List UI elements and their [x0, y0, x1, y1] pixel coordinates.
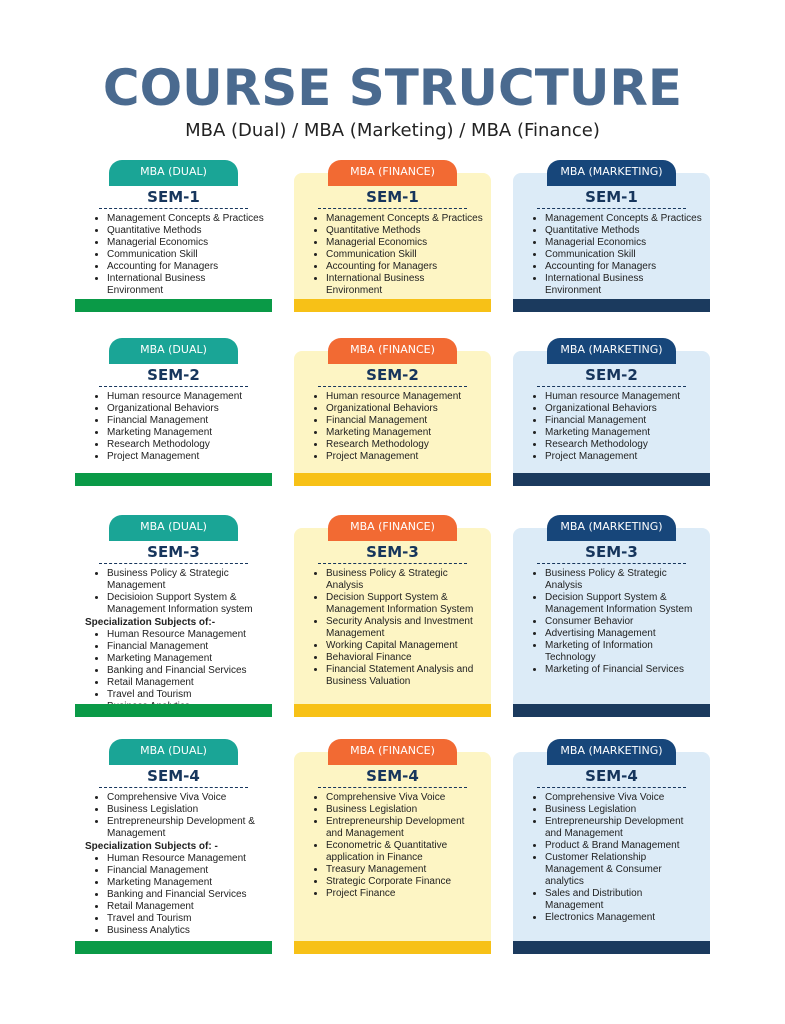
course-subject: • Sales and Distribution Management	[545, 888, 702, 912]
subject-list	[523, 568, 702, 676]
program-tab: MBA (DUAL)	[109, 338, 238, 364]
semester-heading: SEM-4	[318, 765, 467, 788]
course-subject: • Financial Management	[545, 415, 702, 427]
course-subject: • Marketing Management	[107, 427, 264, 439]
course-subject: • Human resource Management	[545, 391, 702, 403]
course-subject: • International Business Environment	[326, 273, 483, 297]
course-subject: • Banking and Financial Services	[107, 665, 264, 677]
course-subject: • Entrepreneurship Development and Management	[326, 816, 483, 840]
semester-heading: SEM-2	[99, 364, 248, 387]
subject-list	[304, 213, 483, 297]
card-footer-bar	[513, 704, 710, 717]
course-subject: • Financial Statement Analysis and Business Valuation	[326, 664, 483, 688]
course-subject: • Econometric & Quantitative application in Finance	[326, 840, 483, 864]
program-tab: MBA (FINANCE)	[328, 739, 457, 765]
course-subject: • Human Resource Management	[107, 853, 264, 865]
course-card-marketing-sem1	[513, 165, 710, 306]
course-subject: • Electronics Management	[545, 912, 702, 924]
semester-heading: SEM-3	[99, 541, 248, 564]
course-subject: • Decision Support System & Management Information System	[326, 592, 483, 616]
course-subject: • Financial Management	[107, 415, 264, 427]
course-subject: • Comprehensive Viva Voice	[545, 792, 702, 804]
semester-heading: SEM-2	[537, 364, 686, 387]
program-tab: MBA (DUAL)	[109, 160, 238, 186]
course-card-finance-sem1	[294, 165, 491, 306]
program-tab: MBA (FINANCE)	[328, 160, 457, 186]
course-subject: • Travel and Tourism	[107, 689, 264, 701]
course-subject: • Communication Skill	[545, 249, 702, 261]
course-card-finance-sem4	[294, 744, 491, 948]
program-tab: MBA (DUAL)	[109, 739, 238, 765]
course-card-marketing-sem4	[513, 744, 710, 948]
card-footer-bar	[75, 704, 272, 717]
course-subject: • Financial Management	[326, 415, 483, 427]
subject-list	[523, 213, 702, 297]
course-subject: • Organizational Behaviors	[545, 403, 702, 415]
course-subject: • Management Concepts & Practices	[326, 213, 483, 225]
semester-heading: SEM-1	[99, 186, 248, 209]
course-subject: • Business Policy & Strategic Management	[107, 568, 264, 592]
course-subject: • International Business Environment	[545, 273, 702, 297]
semester-heading: SEM-2	[318, 364, 467, 387]
program-tab: MBA (FINANCE)	[328, 338, 457, 364]
course-subject: • Project Management	[326, 451, 483, 463]
program-tab: MBA (MARKETING)	[547, 739, 676, 765]
program-tab: MBA (MARKETING)	[547, 515, 676, 541]
card-footer-bar	[513, 473, 710, 486]
course-subject: • Project Management	[107, 451, 264, 463]
course-subject: • Business Legislation	[326, 804, 483, 816]
subject-list	[85, 792, 264, 937]
course-subject: • Treasury Management	[326, 864, 483, 876]
specialization-label: Specialization Subjects of:-	[85, 617, 216, 628]
course-subject: • Project Finance	[326, 888, 483, 900]
page-subtitle: MBA (Dual) / MBA (Marketing) / MBA (Finance)	[185, 120, 600, 141]
card-footer-bar	[75, 473, 272, 486]
card-footer-bar	[294, 704, 491, 717]
course-subject: • Product & Brand Management	[545, 840, 702, 852]
course-subject: • Financial Management	[107, 641, 264, 653]
course-subject: • Research Methodology	[545, 439, 702, 451]
card-footer-bar	[75, 299, 272, 312]
program-tab: MBA (DUAL)	[109, 515, 238, 541]
subject-list	[304, 391, 483, 463]
course-subject: • Decisioion Support System & Management Information system	[107, 592, 264, 616]
course-subject: • Marketing Management	[107, 877, 264, 889]
card-footer-bar	[294, 473, 491, 486]
program-tab: MBA (MARKETING)	[547, 338, 676, 364]
course-subject: • Human resource Management	[326, 391, 483, 403]
course-subject: • Quantitative Methods	[107, 225, 264, 237]
subject-list	[304, 568, 483, 688]
course-subject: • Managerial Economics	[545, 237, 702, 249]
card-footer-bar	[294, 299, 491, 312]
course-subject: • Comprehensive Viva Voice	[326, 792, 483, 804]
subject-list	[85, 568, 264, 713]
course-subject: • Marketing Management	[326, 427, 483, 439]
course-subject: • Management Concepts & Practices	[107, 213, 264, 225]
semester-heading: SEM-1	[318, 186, 467, 209]
course-subject: • Travel and Tourism	[107, 913, 264, 925]
course-subject: • Entrepreneurship Development & Management	[107, 816, 264, 840]
course-subject: • Project Management	[545, 451, 702, 463]
course-subject: • Customer Relationship Management & Consumer analytics	[545, 852, 702, 888]
course-subject: • Marketing of Financial Services	[545, 664, 702, 676]
specialization-label: Specialization Subjects of: -	[85, 841, 218, 852]
course-subject: • Human Resource Management	[107, 629, 264, 641]
course-subject: • Working Capital Management	[326, 640, 483, 652]
course-subject: • Strategic Corporate Finance	[326, 876, 483, 888]
course-subject: • Human resource Management	[107, 391, 264, 403]
subject-list	[304, 792, 483, 900]
card-footer-bar	[513, 299, 710, 312]
course-subject: • Advertising Management	[545, 628, 702, 640]
course-subject: • Business Analytics	[107, 925, 264, 937]
semester-heading: SEM-3	[537, 541, 686, 564]
course-subject: • Marketing of Information Technology	[545, 640, 702, 664]
semester-heading: SEM-3	[318, 541, 467, 564]
course-card-dual-sem4	[75, 744, 272, 948]
course-subject: • Communication Skill	[326, 249, 483, 261]
card-footer-bar	[513, 941, 710, 954]
course-subject: • Behavioral Finance	[326, 652, 483, 664]
course-subject: • Management Concepts & Practices	[545, 213, 702, 225]
semester-heading: SEM-4	[99, 765, 248, 788]
program-tab: MBA (FINANCE)	[328, 515, 457, 541]
course-card-marketing-sem2	[513, 343, 710, 480]
course-subject: • Managerial Economics	[326, 237, 483, 249]
course-subject: • Entrepreneurship Development and Management	[545, 816, 702, 840]
course-subject: • Financial Management	[107, 865, 264, 877]
course-subject: • Security Analysis and Investment Management	[326, 616, 483, 640]
subject-list	[85, 391, 264, 463]
course-subject: • Banking and Financial Services	[107, 889, 264, 901]
course-subject: • Marketing Management	[545, 427, 702, 439]
course-card-finance-sem2	[294, 343, 491, 480]
course-subject: • Business Policy & Strategic Analysis	[545, 568, 702, 592]
course-subject: • Organizational Behaviors	[107, 403, 264, 415]
course-subject: • Organizational Behaviors	[326, 403, 483, 415]
course-subject: • Marketing Management	[107, 653, 264, 665]
course-subject: • Business Legislation	[545, 804, 702, 816]
course-subject: • Decision Support System & Management Information System	[545, 592, 702, 616]
course-subject: • Research Methodology	[107, 439, 264, 451]
course-subject: • Accounting for Managers	[545, 261, 702, 273]
page-title: COURSE STRUCTURE	[102, 59, 683, 117]
course-card-dual-sem1	[75, 165, 272, 306]
course-subject: • Quantitative Methods	[545, 225, 702, 237]
subject-list	[523, 792, 702, 924]
course-subject: • International Business Environment	[107, 273, 264, 297]
course-subject: • Communication Skill	[107, 249, 264, 261]
course-subject: • Research Methodology	[326, 439, 483, 451]
course-card-marketing-sem3	[513, 520, 710, 711]
course-subject: • Business Legislation	[107, 804, 264, 816]
card-footer-bar	[294, 941, 491, 954]
course-card-dual-sem2	[75, 343, 272, 480]
course-subject: • Managerial Economics	[107, 237, 264, 249]
course-subject: • Accounting for Managers	[326, 261, 483, 273]
semester-heading: SEM-1	[537, 186, 686, 209]
semester-heading: SEM-4	[537, 765, 686, 788]
course-subject: • Quantitative Methods	[326, 225, 483, 237]
program-tab: MBA (MARKETING)	[547, 160, 676, 186]
subject-list	[523, 391, 702, 463]
course-subject: • Consumer Behavior	[545, 616, 702, 628]
course-card-finance-sem3	[294, 520, 491, 711]
course-subject: • Business Policy & Strategic Analysis	[326, 568, 483, 592]
subject-list	[85, 213, 264, 297]
card-footer-bar	[75, 941, 272, 954]
course-card-dual-sem3	[75, 520, 272, 711]
course-subject: • Accounting for Managers	[107, 261, 264, 273]
course-subject: • Retail Management	[107, 901, 264, 913]
course-subject: • Retail Management	[107, 677, 264, 689]
course-subject: • Comprehensive Viva Voice	[107, 792, 264, 804]
